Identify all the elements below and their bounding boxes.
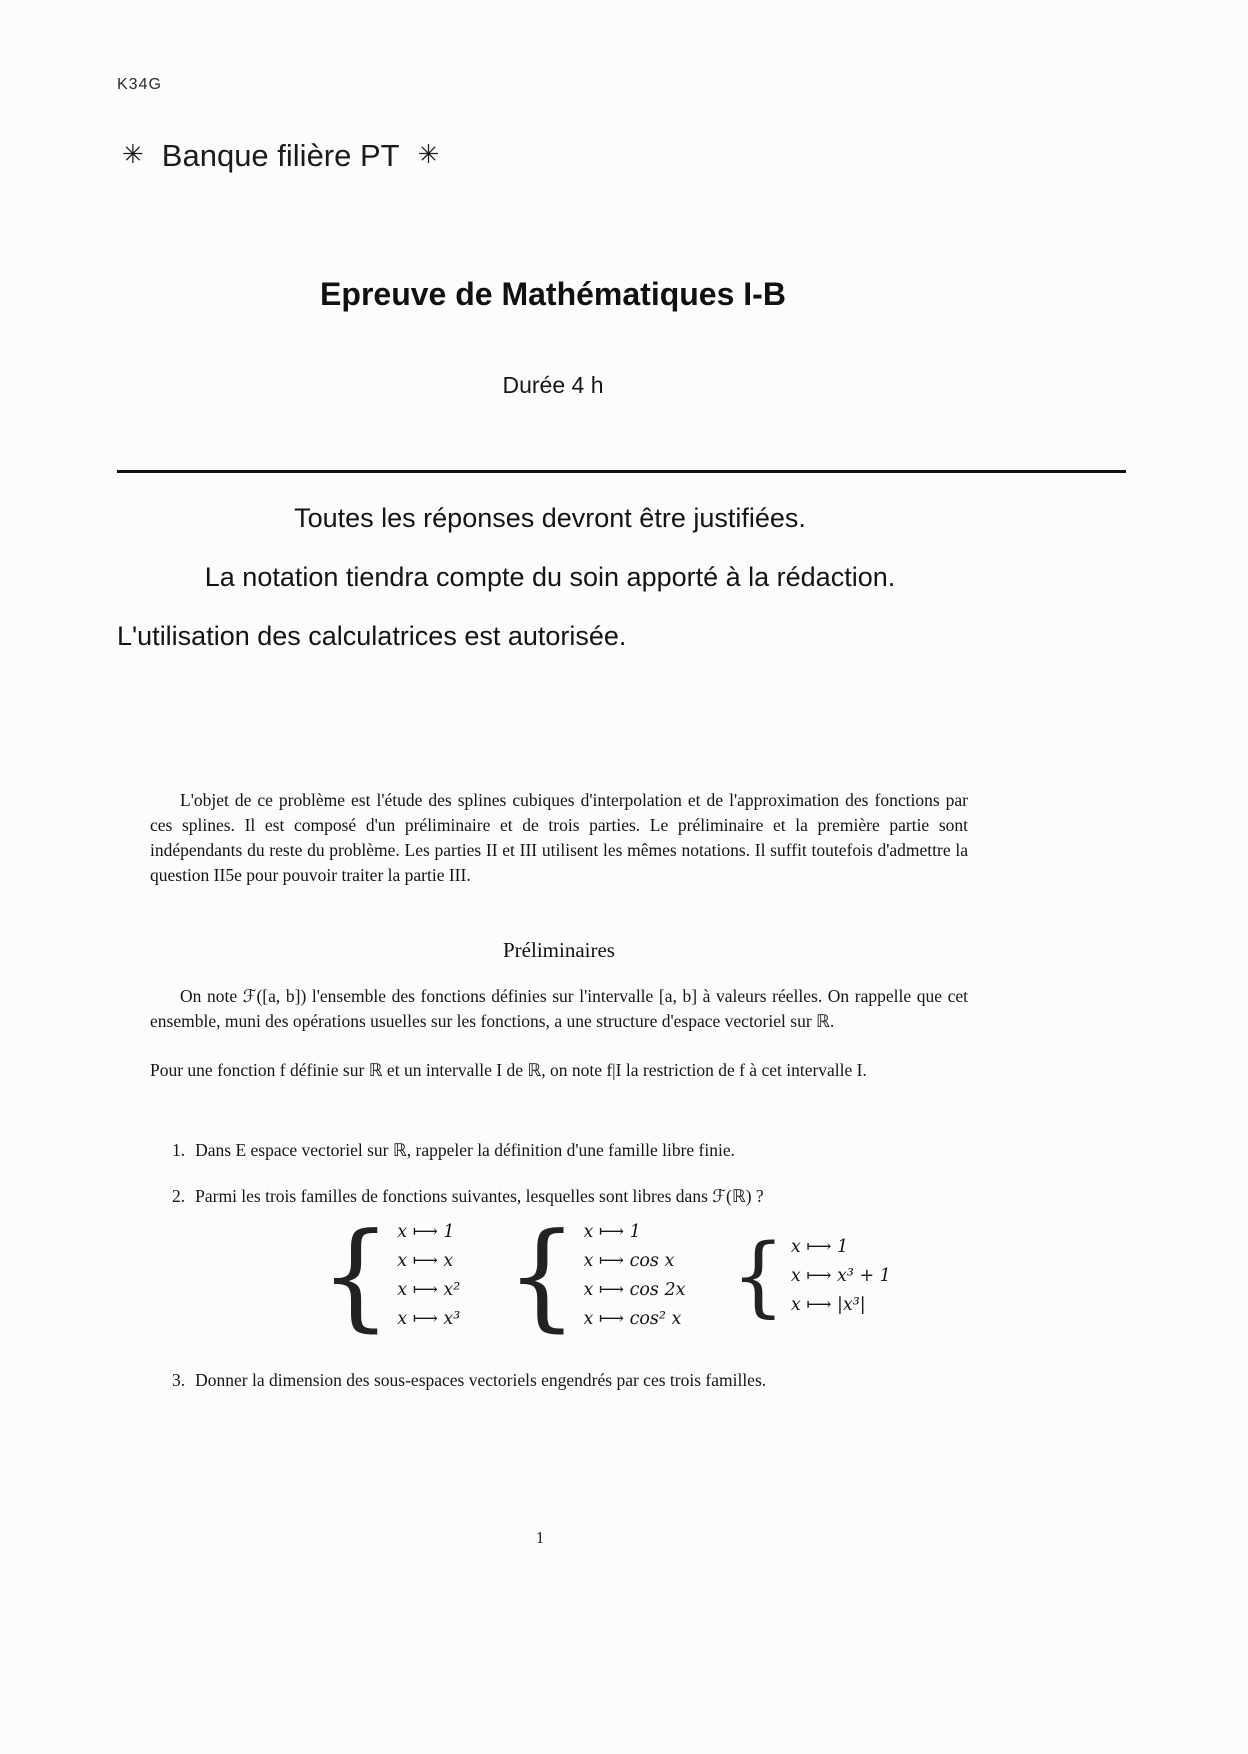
left-brace: { — [506, 1208, 578, 1344]
exam-duration: Durée 4 h — [502, 372, 604, 398]
function-line: x ⟼ cos 2x — [583, 1280, 686, 1300]
function-line: x ⟼ 1 — [583, 1222, 641, 1242]
page-number: 1 — [535, 1528, 545, 1547]
function-line: x ⟼ 1 — [397, 1222, 455, 1242]
family-2 — [506, 1208, 686, 1344]
separator-rule — [117, 470, 1126, 473]
asterisk-icon: ✳ — [122, 139, 144, 169]
notice-redaction: La notation tiendra compte du soin apporté à la rédaction. — [204, 562, 896, 592]
exam-title: Epreuve de Mathématiques I-B — [320, 276, 786, 312]
preliminaries-paragraph-1: On note ℱ([a, b]) l'ensemble des fonctions définies sur l'intervalle [a, b] à valeurs réelles. On rappelle que cet ensemble, muni des opérations usuelles sur les fonctions, a une structure d'espace vectoriel sur ℝ. — [150, 986, 968, 1032]
asterisk-icon: ✳ — [417, 139, 440, 169]
family-3-lines — [791, 1233, 891, 1320]
corner-code: K34G — [117, 76, 162, 93]
question-number: 2. — [172, 1186, 186, 1206]
question-3 — [172, 1368, 972, 1393]
family-1 — [320, 1208, 461, 1344]
left-brace: { — [731, 1225, 785, 1327]
section-heading-preliminaires: Préliminaires — [503, 938, 615, 962]
question-text: Donner la dimension des sous-espaces vectoriels engendrés par ces trois familles. — [195, 1370, 767, 1390]
notice-justification: Toutes les réponses devront être justifiées. — [294, 503, 806, 533]
left-brace: { — [320, 1208, 392, 1344]
function-line: x ⟼ x² — [397, 1280, 461, 1300]
family-3 — [731, 1225, 891, 1327]
intro-paragraph: L'objet de ce problème est l'étude des splines cubiques d'interpolation et de l'approximation des fonctions par ces splines. Il est composé d'un préliminaire et de trois parties. Le préliminaire et la première partie sont indépendants du reste du problème. Les parties II et III utilisent les mêmes notations. Il suffit toutefois d'admettre la question II5e pour pouvoir traiter la partie III. — [150, 790, 968, 886]
family-1-lines — [397, 1218, 460, 1334]
bank-header — [122, 138, 439, 174]
function-line: x ⟼ x³ + 1 — [790, 1265, 891, 1286]
function-line: x ⟼ 1 — [790, 1236, 849, 1257]
function-line: x ⟼ |x³| — [790, 1294, 866, 1315]
question-number: 1. — [172, 1140, 186, 1160]
function-line: x ⟼ cos x — [583, 1251, 675, 1271]
function-line: x ⟼ cos² x — [583, 1309, 682, 1329]
question-number: 3. — [172, 1370, 186, 1390]
notice-calculators: L'utilisation des calculatrices est autorisée. — [117, 621, 627, 651]
question-2 — [172, 1184, 972, 1209]
question-text: Dans E espace vectoriel sur ℝ, rappeler la définition d'une famille libre finie. — [195, 1140, 735, 1160]
function-line: x ⟼ x³ — [397, 1309, 461, 1329]
preliminaries-paragraph-2: Pour une fonction f définie sur ℝ et un intervalle I de ℝ, on note f|I la restriction de f à cet intervalle I. — [150, 1060, 867, 1080]
family-2-lines — [584, 1218, 686, 1334]
question-text: Parmi les trois familles de fonctions suivantes, lesquelles sont libres dans ℱ(ℝ) ? — [195, 1186, 764, 1206]
bank-title: Banque filière PT — [161, 138, 400, 173]
function-line: x ⟼ x — [397, 1251, 454, 1271]
question-1 — [172, 1138, 972, 1163]
function-families — [320, 1208, 891, 1344]
